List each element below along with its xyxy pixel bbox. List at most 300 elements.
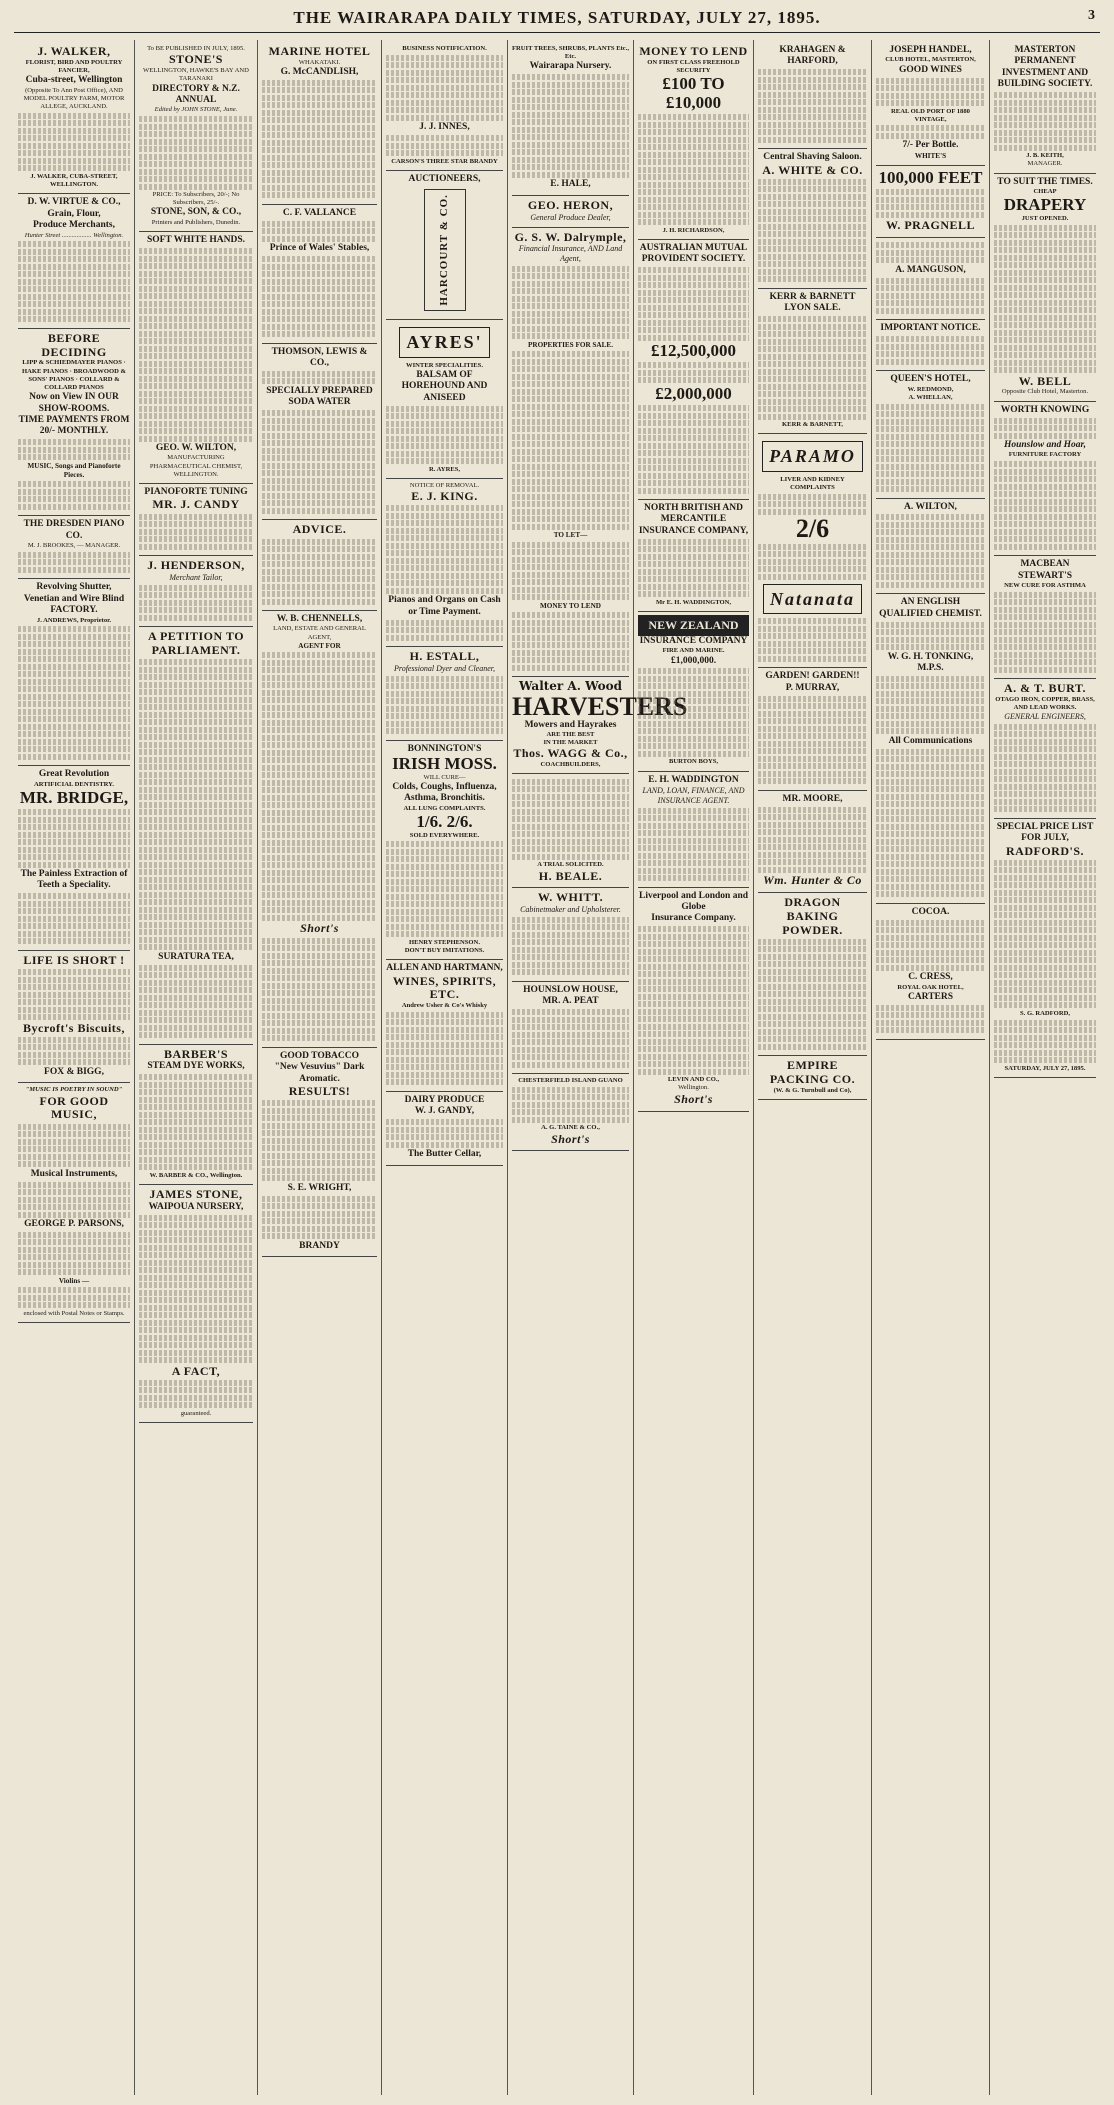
wairarapa-nursery-ad (512, 42, 629, 196)
walter-wood: Walter A. Wood (518, 679, 622, 694)
wright-title: S. E. WRIGHT, (287, 1182, 352, 1193)
soda-water: SPECIALLY PREPARED SODA WATER (266, 385, 373, 408)
manguson-ad (876, 238, 985, 320)
advice-title: ADVICE. (292, 522, 347, 537)
column-7 (754, 40, 872, 2095)
chemist-ad (876, 594, 985, 903)
parsons-title: GEORGE P. PARSONS, (24, 1219, 124, 1230)
carters-body (876, 1005, 985, 1034)
macbean-ad (994, 556, 1096, 679)
harcourt-box (424, 189, 466, 311)
henderson-title: J. HENDERSON, (147, 558, 245, 573)
white-body (758, 179, 867, 283)
macbean-body (994, 592, 1096, 673)
dairy-produce: DAIRY PRODUCE (404, 1094, 485, 1105)
peat-body (512, 1009, 629, 1068)
dresden-title: THE DRESDEN PIANO CO. (23, 519, 125, 541)
usher-whisky: Andrew Usher & Co's Whisky (401, 1002, 488, 1010)
handel-ad (876, 42, 985, 166)
results-body (262, 1100, 377, 1181)
dragon-body (758, 939, 867, 1050)
cress-title: C. CRESS, (908, 972, 953, 983)
dairy-ad (386, 1092, 503, 1166)
amp-body-3 (638, 405, 749, 494)
wilton-body (876, 514, 985, 588)
stones-title: STONE'S (169, 52, 223, 67)
virtue-subtitle: Grain, Flour, (47, 208, 101, 219)
carsons-brandy: CARSON'S THREE STAR BRANDY (391, 157, 498, 165)
removal-notice: NOTICE OF REMOVAL. (409, 481, 480, 489)
wilton-subtitle: MANUFACTURING PHARMACEUTICAL CHEMIST, WELLINGTON. (149, 454, 243, 478)
stones-subtitle: WELLINGTON, HAWKE'S BAY AND TARANAKI (143, 67, 249, 83)
feet-ad (876, 166, 985, 238)
chennells-subtitle: LAND, ESTATE AND GENERAL AGENT, (273, 625, 366, 641)
iron-works: OTAGO IRON, COPPER, BRASS, AND LEAD WORKS. (995, 695, 1095, 712)
innes-body (386, 135, 503, 156)
royal-oak: ROYAL OAK HOTEL, (897, 983, 964, 991)
krahagen-ad (758, 42, 867, 149)
handel-body (876, 78, 985, 107)
whites: WHITE'S (914, 151, 947, 160)
masterton-society: MASTERTON PERMANENT INVESTMENT AND BUILDING SOCIETY. (997, 45, 1093, 90)
liverpool-ad (638, 888, 749, 1112)
gandy-title: W. J. GANDY, (414, 1106, 475, 1117)
walker-subtitle: FLORIST, BIRD AND POULTRY FANCIER, (25, 58, 123, 75)
nz-insurance-ad (638, 612, 749, 772)
thomson-title: THOMSON, LEWIS & CO., (271, 346, 368, 369)
vallance-body (262, 221, 377, 242)
dalrymple-body (512, 266, 629, 340)
estall-title: H. ESTALL, (409, 649, 480, 664)
wood-ad (512, 677, 688, 774)
sold-everywhere: SOLD EVERYWHERE. (409, 831, 480, 839)
estall-subtitle: Professional Dyer and Cleaner, (393, 664, 496, 673)
tonking-body (876, 676, 985, 735)
lyon-sale: LYON SALE. (784, 303, 841, 314)
radford-ad (994, 819, 1096, 1078)
drapery-ad (994, 174, 1096, 402)
waddington-title: E. H. WADDINGTON (648, 774, 739, 785)
estall-body (386, 676, 503, 735)
violins: Violins — (58, 1276, 90, 1285)
deciding-note: Now on View IN OUR SHOW-ROOMS. (29, 392, 119, 414)
fire-marine: FIRE AND MARINE. (662, 647, 725, 655)
macbean-title: MACBEAN STEWART'S (1017, 559, 1073, 581)
kerr-body (758, 316, 867, 420)
walker-address: Cuba-street, Wellington (25, 75, 123, 86)
king-body (386, 505, 503, 594)
properties-body (512, 351, 629, 530)
published-line: To BE PUBLISHED IN JULY, 1895. (147, 45, 245, 52)
are-the-best: ARE THE BEST (546, 730, 595, 738)
column-3 (258, 40, 382, 2095)
peat-title: MR. A. PEAT (542, 996, 599, 1007)
mowers: Mowers and Hayrakes (524, 719, 617, 730)
fact-title: A FACT, (171, 1363, 221, 1378)
moore-title: MR. MOORE, (782, 793, 843, 804)
shorts-body (262, 938, 377, 1042)
column-2 (135, 40, 258, 2095)
directory-title: DIRECTORY & N.Z. ANNUAL (152, 83, 240, 105)
important-ad (876, 320, 985, 371)
price-7: 7/- Per Bottle. (902, 140, 959, 151)
keith: J. B. KEITH, (1026, 152, 1064, 160)
moore-body (758, 807, 867, 873)
suratura-body (139, 965, 253, 1039)
fruit-trees: FRUIT TREES, SHRUBS, PLANTS Etc., Etc. (512, 45, 630, 61)
deciding-body (18, 439, 130, 460)
brandy-title: BRANDY (299, 1240, 340, 1251)
tonking-title: W. G. H. TONKING, M.P.S. (887, 651, 974, 674)
tobacco-ad (262, 1048, 377, 1257)
just-opened: JUST OPENED. (1021, 214, 1069, 222)
edited-by: Edited by JOHN STONE, June. (154, 106, 238, 114)
candy-body (139, 514, 253, 550)
whitt-ad (512, 888, 629, 981)
furniture-factory: FURNITURE FACTORY (1008, 451, 1082, 459)
prince-body (262, 256, 377, 337)
irish-moss-body (386, 841, 503, 937)
bell-location: Opposite Club Hotel, Masterton. (1001, 388, 1089, 396)
barber-title: BARBER'S (163, 1046, 229, 1061)
guano-body (512, 1087, 629, 1123)
manguson-title: A. MANGUSON, (895, 264, 966, 275)
amp-body-2 (638, 362, 749, 383)
soft-hands-ad (139, 232, 253, 484)
north-british-body (638, 539, 749, 598)
top-rule (14, 32, 1100, 33)
deciding-lines: LIPP & SCHIEDMAYER PIANOS · HAKE PIANOS · BROADWOOD & SONS' PIANOS · COLLARD & COLLARD PIANOS (21, 359, 127, 392)
english-chemist: AN ENGLISH QUALIFIED CHEMIST. (879, 597, 982, 619)
imitations-warning: DON'T BUY IMITATIONS. (404, 946, 485, 954)
redmond: W. REDMOND, (907, 385, 954, 393)
dragon-ad (758, 893, 867, 1056)
waddington-body (638, 808, 749, 882)
stones-ad (139, 42, 253, 232)
radford-body (994, 860, 1096, 1009)
thomson-body (262, 371, 377, 385)
money-body-5 (512, 612, 629, 671)
amp-bonus: £2,000,000 (655, 383, 732, 403)
amp-body (638, 267, 749, 341)
bycroft-ad (18, 951, 130, 1083)
life-body (18, 969, 130, 1020)
printers: Printers and Publishers, Dunedin. (151, 218, 241, 226)
stamps-line: enclosed with Postal Notes or Stamps. (23, 1309, 125, 1317)
wright-body (262, 1196, 377, 1240)
deciding-ad (18, 329, 130, 517)
bridge-title: MR. BRIDGE, (19, 787, 129, 807)
suratura-tea: SURATURA TEA, (158, 951, 234, 962)
bridge-ad (18, 766, 130, 951)
hounslow-body (994, 461, 1096, 550)
new-cure: NEW CURE FOR ASTHMA (1004, 581, 1086, 589)
worth-body (994, 418, 1096, 439)
vallance-title: C. F. VALLANCE (282, 207, 357, 218)
suit-times: TO SUIT THE TIMES. (997, 176, 1093, 187)
liverpool-body (638, 926, 749, 1075)
queens-body (876, 404, 985, 493)
price-26: 2/6 (795, 514, 830, 544)
murray-title: P. MURRAY, (785, 682, 840, 693)
financial-agent: Financial Insurance, AND Land Agent, (518, 244, 623, 264)
moore-ad (758, 791, 867, 893)
chennells-title: W. B. CHENNELLS, (276, 614, 363, 625)
money-body (638, 114, 749, 225)
business-ad (386, 42, 503, 171)
beale-title: H. BEALE. (538, 868, 603, 883)
money-title: MONEY TO LEND (639, 44, 748, 58)
king-title: E. J. KING. (411, 489, 478, 504)
auctioneers: AUCTIONEERS, (408, 173, 481, 184)
heron-ad (512, 196, 629, 228)
radford-title: RADFORD'S. (1005, 843, 1084, 858)
all-communications: All Communications (888, 735, 973, 746)
good-music: FOR GOOD MUSIC, (39, 1093, 109, 1122)
garden-title: GARDEN! GARDEN!! (765, 671, 860, 682)
vallance-ad (262, 205, 377, 344)
bycroft-title: Bycroft's Biscuits, (23, 1020, 125, 1035)
cocoa-body (876, 920, 985, 971)
wines-title: WINES, SPIRITS, ETC. (392, 973, 497, 1002)
land-loan: LAND, LOAN, FINANCE, AND INSURANCE AGENT. (642, 786, 745, 806)
paramo-ad (758, 434, 867, 668)
revolving-signature: J. ANDREWS, Proprietor. (36, 616, 112, 624)
great-revolution: Great Revolution (38, 769, 110, 780)
kerr-signature: KERR & BARNETT, (782, 421, 843, 429)
carters: CARTERS (907, 991, 954, 1002)
ayres-ad (386, 320, 503, 479)
masterton-body (994, 92, 1096, 151)
waddington-ad (638, 772, 749, 888)
revolving-ad (18, 579, 130, 766)
soft-hands-body (139, 248, 253, 442)
coachbuilders: COACHBUILDERS, (540, 761, 601, 769)
empire-title: EMPIRE PACKING CO. (769, 1058, 856, 1087)
hounslow-hoar: Hounslow and Hoar, (1003, 440, 1087, 450)
bycroft-body (18, 1037, 130, 1066)
chennells-body (262, 652, 377, 921)
empire-ad (758, 1056, 867, 1100)
bonnington-title: BONNINGTON'S (407, 743, 482, 754)
barber-ad (139, 1045, 253, 1185)
virtue-title: D. W. VIRTUE & CO., (27, 197, 121, 208)
wilton-ad (876, 499, 985, 595)
dresden-body (18, 552, 130, 573)
marine-body (262, 80, 377, 199)
money-ad (638, 42, 749, 240)
soft-hands-title: SOFT WHITE HANDS. (146, 235, 246, 246)
beale-body (512, 779, 629, 860)
virtue-address: Hunter Street .................. Wellington. (24, 231, 124, 239)
important-body (876, 336, 985, 365)
musical-instruments: Musical Instruments, (30, 1168, 118, 1179)
petition-ad (139, 627, 253, 1044)
levin-location: Wellington. (678, 1084, 709, 1092)
stephenson: HENRY STEPHENSON. (409, 938, 480, 946)
money-to-lend-5: MONEY TO LEND (540, 601, 601, 610)
walker-ad (18, 42, 130, 194)
dragon-title: DRAGON BAKING POWDER. (782, 894, 843, 937)
burton-boys: BURTON BOYS, (668, 758, 719, 766)
harcourt-ad (386, 171, 503, 320)
artificial-dentistry: ARTIFICIAL DENTISTRY. (34, 780, 114, 788)
revolving-title: Revolving Shutter, Venetian and Wire Blind FACTORY. (23, 582, 125, 616)
chemist-body (876, 622, 985, 651)
burt-title: A. & T. BURT. (1003, 681, 1087, 696)
petition-title: A PETITION TO PARLIAMENT. (147, 629, 245, 657)
amp-amount: £12,500,000 (651, 341, 736, 361)
handel-body-2 (876, 125, 985, 139)
money-amount: £100 TO £10,000 (662, 74, 725, 112)
feet-body (876, 189, 985, 218)
ayres-name: R. AYRES, (428, 465, 461, 473)
cocoa-title: COCOA. (911, 906, 950, 917)
walker-lines: (Opposite To Ann Post Office), AND MODEL POULTRY FARM, MOTOR ALLEGE, AUCKLAND. (23, 86, 125, 111)
north-british: NORTH BRITISH AND MERCANTILE INSURANCE COMPANY, (638, 503, 749, 536)
wairarapa-nursery: Wairarapa Nursery. (529, 61, 612, 72)
walker-signature: J. WALKER, CUBA-STREET, WELLINGTON. (30, 172, 118, 189)
to-let-body (512, 542, 629, 601)
lung-complaints: ALL LUNG COMPLAINTS. (403, 804, 486, 812)
burt-body (994, 724, 1096, 813)
column-1 (14, 40, 135, 2095)
liverpool-title: Liverpool and London and Globe (638, 890, 749, 912)
taine-title: A. G. TAINE & CO., (541, 1124, 600, 1132)
nz-insurance-title: NEW ZEALAND (638, 615, 749, 636)
virtue-subtitle-2: Produce Merchants, (33, 220, 115, 231)
whellan: A. WHELLAN, (908, 393, 953, 401)
soda-body (262, 410, 377, 514)
new-vesuvius: "New Vesuvius" Dark Aromatic. (274, 1062, 365, 1084)
important-notice: IMPORTANT NOTICE. (880, 323, 981, 334)
hale-title: E. HALE, (550, 179, 591, 190)
music-line: MUSIC, Songs and Pianoforte Pieces. (27, 461, 121, 479)
nz-capital: £1,000,000. (670, 655, 717, 666)
whitt-title: W. WHITT. (537, 890, 604, 905)
amp-ad (638, 240, 749, 500)
old-port: REAL OLD PORT OF 1880 VINTAGE, (891, 107, 970, 123)
pragnell-title: W. PRAGNELL (885, 218, 976, 233)
keith-role: MANAGER. (1027, 160, 1063, 168)
kerr-title: KERR & BARNETT (769, 291, 856, 302)
tuning-ad (139, 484, 253, 556)
bridge-body-2 (18, 893, 130, 944)
masthead (0, 8, 1114, 30)
special-price-list: SPECIAL PRICE LIST FOR JULY, (996, 821, 1094, 844)
business-notification: BUSINESS NOTIFICATION. (402, 45, 487, 52)
feet-title: 100,000 FEET (878, 167, 983, 187)
paramo-body (758, 494, 867, 515)
krahagen-title: KRAHAGEN & HARFORD, (779, 45, 846, 67)
dresden-subtitle: M. J. BROOKES, — MANAGER. (27, 542, 121, 550)
parsons-ad (18, 1083, 130, 1323)
drapery-body (994, 225, 1096, 374)
stones-body (139, 116, 253, 190)
whakataki: WHAKATAKI. (298, 58, 341, 66)
innes-title: J. J. INNES, (419, 122, 470, 133)
fact-body (139, 1380, 253, 1409)
turnbull: (W. & G. Turnbull and Co), (773, 1086, 852, 1094)
stones-price: PRICE: To Subscribers, 20/-; No Subscribers, 25/-. (152, 191, 240, 207)
drapery-title: DRAPERY (1003, 195, 1087, 215)
ayres-logo: AYRES' (399, 327, 489, 358)
column-8 (872, 40, 990, 2095)
instruments-body (18, 1182, 130, 1218)
queens-ad (876, 371, 985, 498)
tuning-title: PIANOFORTE TUNING (144, 487, 248, 498)
cocoa-ad (876, 904, 985, 1040)
murray-body (758, 696, 867, 785)
ayres-body (386, 406, 503, 465)
liver-kidney: LIVER AND KIDNEY COMPLAINTS (780, 475, 845, 492)
walker-body (18, 113, 130, 172)
masterton-ad (994, 42, 1096, 174)
barber-company: W. BARBER & CO., Wellington. (149, 1171, 243, 1179)
allen-hartmann: ALLEN AND HARTMANN, (386, 963, 503, 974)
worth-knowing: WORTH KNOWING (1000, 404, 1090, 415)
irish-moss-title: IRISH MOSS. (392, 753, 497, 773)
music-body (18, 481, 130, 510)
stone-son: STONE, SON, & CO., (150, 207, 242, 218)
good-music-body (18, 1124, 130, 1168)
natanata-logo: Natanata (763, 584, 862, 615)
wilton-title: GEO. W. WILTON, (155, 443, 237, 453)
in-the-market: IN THE MARKET (543, 739, 598, 747)
guaranteed: guaranteed. (180, 1409, 212, 1417)
advice-ad (262, 520, 377, 611)
central-shaving: Central Shaving Saloon. (763, 152, 862, 163)
henderson-body (139, 585, 253, 621)
barber-body (139, 1074, 253, 1170)
richardson: J. H. RICHARDSON, (662, 226, 725, 234)
allen-body (386, 1012, 503, 1086)
james-stone-title: JAMES STONE, (149, 1186, 243, 1201)
burt-ad (994, 679, 1096, 819)
colds-line: Colds, Coughs, Influenza, Asthma, Bronchitis. (392, 781, 497, 804)
mcandlish-title: G. McCANDLISH, (280, 67, 359, 78)
nz-body (638, 668, 749, 757)
manguson-pre (876, 242, 985, 263)
good-tobacco: GOOD TOBACCO (279, 1050, 360, 1061)
petition-body (139, 659, 253, 950)
marine-title: MARINE HOTEL (268, 44, 371, 58)
kerr-ad (758, 289, 867, 435)
queens-hotel: QUEEN'S HOTEL, (890, 374, 971, 385)
estall-ad (386, 647, 503, 740)
pianos-body (386, 620, 503, 641)
dalrymple-ad (512, 228, 629, 678)
horehound: BALSAM OF HOREHOUND AND ANISEED (401, 369, 488, 403)
candy-title: MR. J. CANDY (152, 497, 240, 512)
guano-ad (512, 1074, 629, 1151)
column-6 (634, 40, 754, 2095)
fox-bigg: FOX & BIGG, (44, 1066, 104, 1077)
page-number: 3 (1088, 8, 1096, 23)
manguson-body (876, 278, 985, 314)
shorts-logo: Short's (300, 921, 339, 936)
walker-title: J. WALKER, (37, 44, 111, 58)
money-subtitle: ON FIRST CLASS FREEHOLD SECURITY (647, 58, 740, 75)
prince-stables: Prince of Wales' Stables, (269, 243, 370, 254)
wagg-title: Thos. WAGG & Co., (513, 746, 628, 761)
agent-for: AGENT FOR (298, 641, 341, 650)
shaving-ad (758, 149, 867, 289)
virtue-ad (18, 194, 130, 328)
australian-mutual: AUSTRALIAN MUTUAL PROVIDENT SOCIETY. (639, 242, 748, 265)
levin-co: LEVIN AND CO., (667, 1076, 720, 1084)
waipoua-nursery: WAIPOUA NURSERY, (148, 1201, 244, 1212)
